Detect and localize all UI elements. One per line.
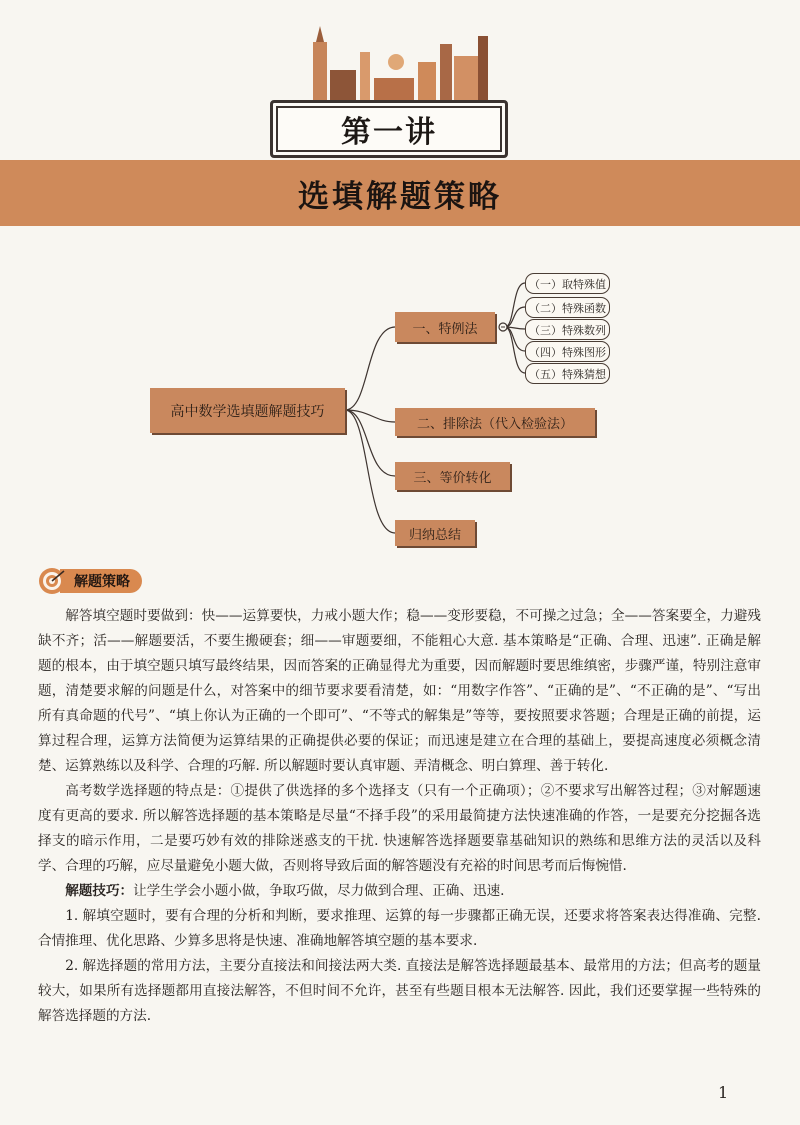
mindmap-branch-summary: 归纳总结: [395, 520, 475, 546]
mindmap-branch-elimination: 二、排除法（代入检验法）: [395, 408, 595, 436]
techniques-label: 解题技巧：: [65, 883, 134, 899]
paragraph-point-2: 2. 解选择题的常用方法，主要分直接法和间接法两大类. 直接法是解答选择题最基本、最常用的方法；但高考的题量较大，如果所有选择题都用直接法解答，不但时间不允许，甚至有些题目根本无法解答. 因此，我们还要掌握一些特殊的解答选择题的方法.: [38, 958, 761, 1024]
lecture-title: 第一讲: [341, 115, 437, 150]
body-text: [38, 604, 761, 1029]
paragraph-point-1: 1. 解填空题时，要有合理的分析和判断，要求推理、运算的每一步骤都正确无误，还要求将答案表达得准确、完整. 合情推理、优化思路、少算多思将是快速、准确地解答填空题的基本要求.: [38, 908, 761, 949]
paragraph-fill-blank-strategy: 解答填空题时要做到：快——运算要快，力戒小题大作；稳——变形要稳，不可操之过急；全——答案要全，力避残缺不齐；活——解题要活，不要生搬硬套；细——审题要细，不能粗心大意. 基本策略是“正确、合理、迅速”. 正确是解题的根本，由于填空题只填写最终结果，因而答案的正确显得尤为重要，因而解题时要思维缜密，步骤严谨，特别注意审题，清楚要求解的问题是什么，对答案中的细节要求要看清楚，如：“用数字作答”、“正确的是”、“不正确的是”、“写出所有真命题的代号”、“填上你认为正确的一个即可”、“不等式的解集是”等等，要按照要求答题；合理是正确的前提，运算过程合理，运算方法简便为运算结果的正确提供必要的保证；而迅速是建立在合理的基础上，要提高速度必须概念清楚、运算熟练以及科学、合理的巧解. 所以解题时要认真审题、弄清概念、明白算理、善于转化.: [38, 608, 761, 774]
mindmap-leaf: （二）特殊函数: [525, 297, 610, 318]
chapter-title: 选填解题策略: [298, 178, 502, 215]
page-number: 1: [718, 1083, 729, 1102]
mindmap-leaf: （五）特殊猜想: [525, 363, 610, 384]
techniques-text: 让学生学会小题小做，争取巧做，尽力做到合理、正确、迅速.: [133, 883, 505, 899]
mindmap-leaf: （四）特殊图形: [525, 341, 610, 362]
mindmap-leaf: （三）特殊数列: [525, 319, 610, 340]
target-icon: [38, 567, 66, 595]
section-heading: [38, 566, 142, 596]
mindmap-root: 高中数学选填题解题技巧: [150, 388, 345, 433]
mindmap-branch-equivalence: 三、等价转化: [395, 462, 510, 490]
mindmap-branch-special-case: 一、特例法: [395, 312, 495, 342]
section-heading-label: 解题策略: [60, 569, 142, 593]
mindmap-leaf: （一）取特殊值: [525, 273, 610, 294]
paragraph-multiple-choice-strategy: 高考数学选择题的特点是：①提供了供选择的多个选择支（只有一个正确项）；②不要求写出解答过程；③对解题速度有更高的要求. 所以解答选择题的基本策略是尽量“不择手段”的采用最简捷方法快速准确的作答，一是要充分挖掘各选择支的暗示作用，二是要巧妙有效的排除迷惑支的干扰. 快速解答选择题要靠基础知识的熟练和思维方法的灵活以及科学、合理的巧解，应尽量避免小题大做，否则将导致后面的解答题没有充裕的时间思考而后悔惋惜.: [38, 783, 761, 874]
paragraph-techniques: [38, 879, 761, 904]
